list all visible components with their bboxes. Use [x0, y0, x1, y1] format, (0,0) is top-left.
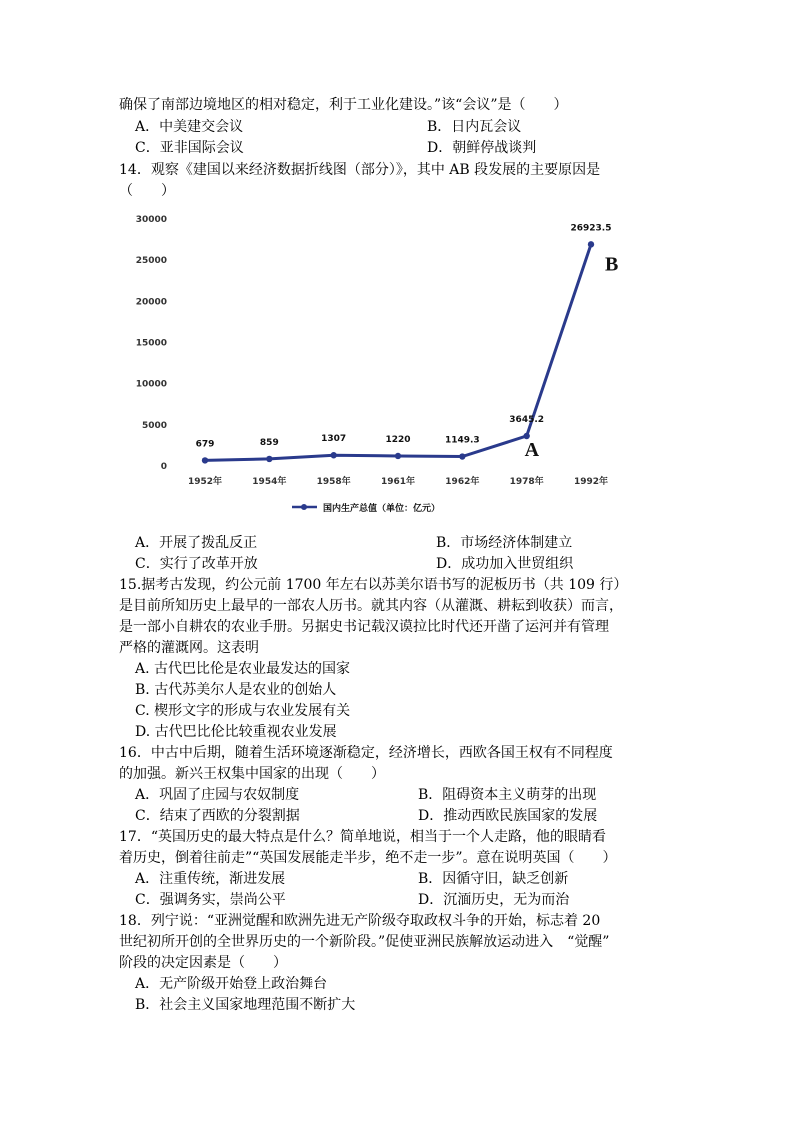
y-tick-label: 0: [160, 462, 167, 472]
q15-option-b: B. 古代苏美尔人是农业的创始人: [135, 682, 337, 698]
q13-option-a: A．中美建交会议: [135, 119, 244, 135]
q15-option-a: A. 古代巴比伦是农业最发达的国家: [135, 661, 351, 677]
chart-svg: [127, 205, 637, 523]
q16-option-a: A．巩固了庄园与农奴制度: [135, 787, 300, 803]
q16-stem-line-2: 的加强。新兴王权集中国家的出现（ ）: [119, 766, 385, 782]
data-label: 859: [259, 437, 279, 448]
q17-option-a: A．注重传统，渐进发展: [135, 871, 286, 887]
y-tick-label: 10000: [135, 379, 167, 390]
legend-label: 国内生产总值（单位：亿元）: [323, 504, 441, 514]
y-tick-label: 5000: [141, 420, 167, 431]
q15-stem-line-3: 是一部小自耕农的农业手册。另据史书记载汉谟拉比时代还开凿了运河并有管理: [119, 619, 609, 635]
data-point: [266, 456, 272, 462]
q16-option-c: C．结束了西欧的分裂割据: [135, 808, 300, 824]
q14-option-b: B．市场经济体制建立: [436, 535, 573, 551]
x-tick-label: 1954年: [252, 477, 287, 487]
chart-legend: [292, 502, 440, 514]
x-tick-label: 1958年: [316, 477, 351, 487]
q13-stem: 确保了南部边境地区的相对稳定，利于工业化建设。”该“会议”是（ ）: [119, 97, 568, 113]
data-label: 679: [195, 439, 215, 450]
q13-option-d: D．朝鲜停战谈判: [427, 140, 537, 156]
q14-option-a: A．开展了拨乱反正: [135, 535, 258, 551]
y-tick-label: 20000: [135, 297, 167, 308]
x-tick-label: 1978年: [509, 477, 544, 487]
q14-option-d: D．成功加入世贸组织: [436, 556, 574, 572]
x-tick-label: 1952年: [187, 477, 223, 487]
q16-stem-line-1: 16．中古中后期，随着生活环境逐渐稳定，经济增长，西欧各国王权有不同程度: [119, 745, 613, 761]
data-point: [395, 453, 401, 459]
q16-option-b: B．阻碍资本主义萌芽的出现: [418, 787, 597, 803]
data-point: [459, 453, 465, 459]
q13-option-b: B．日内瓦会议: [427, 119, 522, 135]
q17-option-b: B．因循守旧，缺乏创新: [418, 871, 569, 887]
q15-stem-line-2: 是目前所知历史上最早的一部农人历书。就其内容（从灌溉、耕耘到收获）而言，: [119, 598, 623, 614]
q14-stem: 14．观察《建国以来经济数据折线图（部分）》，其中 AB 段发展的主要原因是: [119, 162, 601, 178]
q17-option-d: D．沉湎历史，无为而治: [418, 892, 570, 908]
q15-option-d: D. 古代巴比伦比较重视农业发展: [135, 724, 337, 740]
q14-stem-paren: （ ）: [119, 183, 175, 199]
q18-option-a: A．无产阶级开始登上政治舞台: [135, 976, 328, 992]
q13-option-c: C．亚非国际会议: [135, 140, 244, 156]
data-label: 1220: [385, 434, 411, 445]
data-label: 3645.2: [509, 414, 545, 425]
data-label: 1307: [321, 434, 347, 445]
q18-stem-line-3: 阶段的决定因素是（ ）: [119, 955, 287, 971]
q15-option-c: C. 楔形文字的形成与农业发展有关: [135, 703, 351, 719]
gdp-series-line: [205, 244, 591, 460]
q17-stem-line-1: 17．“英国历史的最大特点是什么？简单地说，相当于一个人走路，他的眼睛看: [119, 829, 606, 845]
data-point: [330, 452, 336, 458]
data-label: 26923.5: [570, 223, 612, 234]
q15-stem-line-4: 严格的灌溉网。这表明: [119, 640, 259, 656]
q18-stem-line-1: 18．列宁说：“亚洲觉醒和欧洲先进无产阶级夺取政权斗争的开始，标志着 20: [119, 913, 601, 929]
point-marker-a: A: [524, 438, 540, 461]
q15-stem-line-1: 15.据考古发现，约公元前 1700 年左右以苏美尔语书写的泥板历书（共 109 行）: [119, 577, 628, 593]
x-tick-label: 1962年: [445, 477, 480, 487]
data-label: 1149.3: [444, 435, 480, 446]
q16-option-d: D．推动西欧民族国家的发展: [418, 808, 598, 824]
q18-option-b: B．社会主义国家地理范围不断扩大: [135, 997, 356, 1013]
legend-marker: [301, 504, 307, 510]
gdp-line-chart: [127, 205, 637, 523]
q17-stem-line-2: 着历史，倒着往前走”“英国发展能走半步，绝不走一步”。意在说明英国（ ）: [119, 850, 617, 866]
x-tick-label: 1961年: [380, 477, 416, 487]
data-point: [202, 457, 208, 463]
y-tick-label: 30000: [135, 215, 167, 225]
q18-stem-line-2: 世纪初所开创的全世界历史的一个新阶段。”促使亚洲民族解放运动进入 “觉醒”: [119, 934, 610, 950]
point-marker-b: B: [605, 253, 619, 276]
q14-option-c: C．实行了改革开放: [135, 556, 258, 572]
q17-option-c: C．强调务实，崇尚公平: [135, 892, 286, 908]
y-tick-label: 25000: [135, 256, 167, 267]
x-tick-label: 1992年: [573, 477, 609, 487]
y-tick-label: 15000: [135, 338, 167, 349]
data-point: [588, 241, 594, 247]
